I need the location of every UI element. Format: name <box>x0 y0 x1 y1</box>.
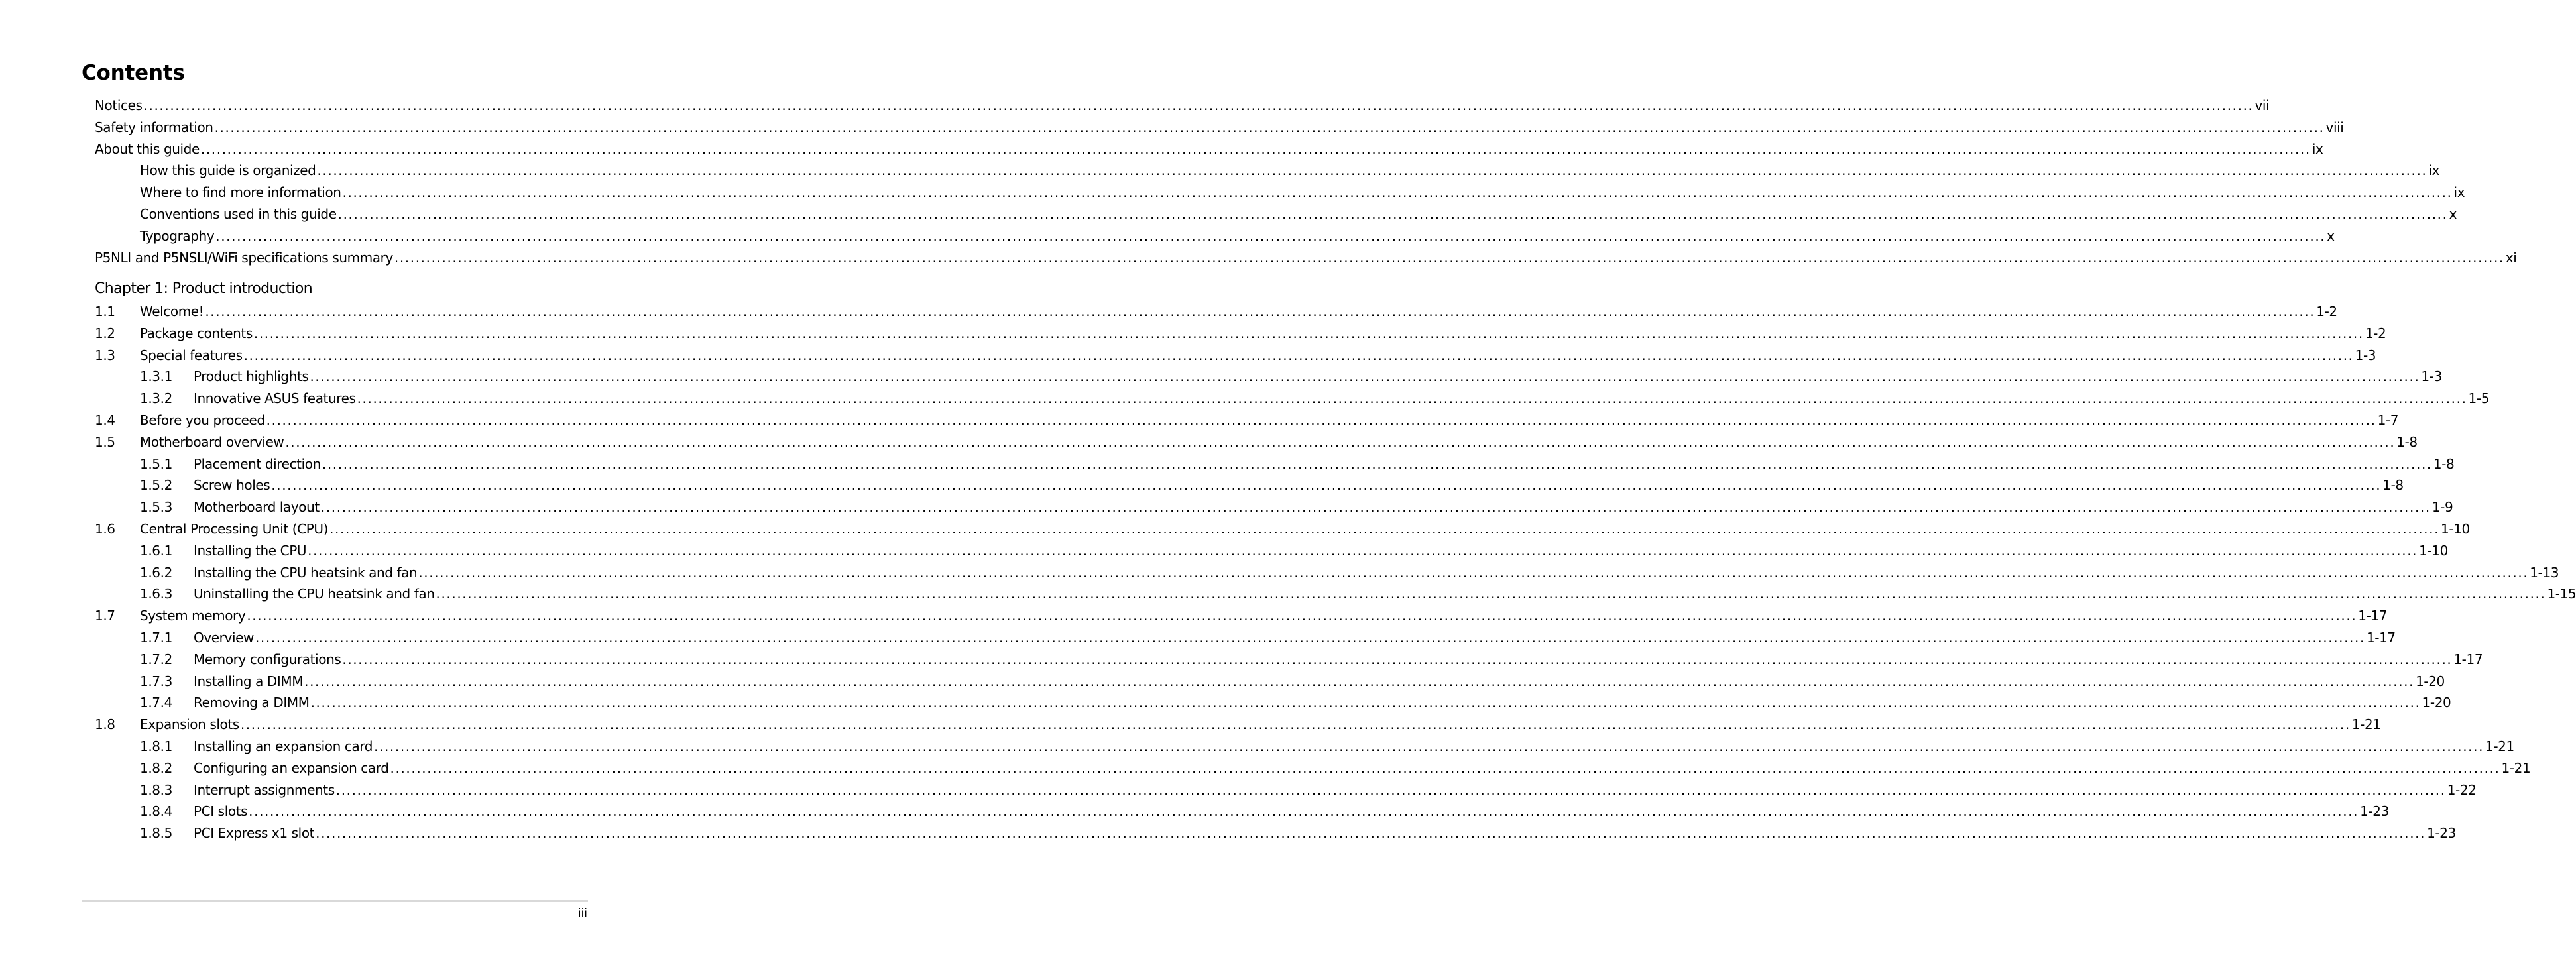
toc-leader-dots: ................................................................................................................................................................................................................................................................................................................................................................................................................ <box>255 630 2365 645</box>
toc-leader-dots: ................................................................................................................................................................................................................................................................................................................................................................................................................ <box>308 542 2418 559</box>
toc-leader-dots: ................................................................................................................................................................................................................................................................................................................................................................................................................ <box>243 347 2354 363</box>
toc-leader-dots: ................................................................................................................................................................................................................................................................................................................................................................................................................ <box>335 781 2446 798</box>
toc-entry[interactable] <box>0 671 2445 693</box>
toc-title: System memory <box>140 608 246 624</box>
toc-leader-dots: ................................................................................................................................................................................................................................................................................................................................................................................................................ <box>310 695 2421 711</box>
toc-entry[interactable] <box>0 801 2389 822</box>
toc-title: Conventions used in this guide <box>140 206 337 222</box>
toc-title: Screw holes <box>194 477 270 494</box>
toc-page-number: 1-10 <box>2419 542 2448 559</box>
toc-page-number: 1-8 <box>2433 455 2455 472</box>
toc-page-number: ix <box>2312 140 2323 157</box>
toc-page-number: 1-15 <box>2547 586 2576 602</box>
toc-section-number: 1.7.2 <box>140 651 172 667</box>
toc-page-number: 1-23 <box>2427 825 2456 842</box>
toc-entry[interactable] <box>0 822 2456 844</box>
toc-page-number: xi <box>2505 249 2517 266</box>
toc-page-number: 1-8 <box>2396 433 2418 450</box>
toc-title: About this guide <box>95 140 200 157</box>
toc-page-number: 1-22 <box>2447 781 2477 798</box>
toc-page-number: 1-17 <box>2453 651 2483 667</box>
toc-title: Interrupt assignments <box>194 781 335 798</box>
toc-page-number: 1-5 <box>2468 390 2490 407</box>
toc-title: How this guide is organized <box>140 162 316 179</box>
toc-section-number: 1.5.1 <box>140 455 172 472</box>
toc-entry[interactable] <box>0 139 2323 160</box>
toc-title: Package contents <box>140 325 253 341</box>
toc-page-number: 1-17 <box>2358 608 2388 624</box>
toc-title: Installing an expansion card <box>194 738 373 754</box>
toc-entry[interactable] <box>0 95 2270 117</box>
toc-title: Installing the CPU <box>194 542 307 559</box>
toc-title: Expansion slots <box>140 716 239 733</box>
toc-section-number: 1.8.4 <box>140 803 172 820</box>
toc-page-number: x <box>2449 206 2457 222</box>
toc-title: PCI slots <box>194 803 248 820</box>
toc-leader-dots: ................................................................................................................................................................................................................................................................................................................................................................................................................ <box>436 586 2546 602</box>
toc-leader-dots: ................................................................................................................................................................................................................................................................................................................................................................................................................ <box>214 119 2325 135</box>
toc-section-number: 1.3 <box>95 347 115 363</box>
toc-leader-dots: ................................................................................................................................................................................................................................................................................................................................................................................................................ <box>342 651 2453 667</box>
toc-section-number: 1.5.2 <box>140 477 172 494</box>
toc-entry[interactable] <box>0 182 2465 203</box>
toc-entry[interactable] <box>0 247 2517 269</box>
toc-section-number: 1.5.3 <box>140 499 172 516</box>
toc-leader-dots: ................................................................................................................................................................................................................................................................................................................................................................................................................ <box>304 673 2415 689</box>
toc-page-number: vii <box>2254 97 2270 113</box>
toc-leader-dots: ................................................................................................................................................................................................................................................................................................................................................................................................................ <box>320 499 2431 516</box>
toc-title: Notices <box>95 97 143 113</box>
toc-leader-dots: ................................................................................................................................................................................................................................................................................................................................................................................................................ <box>322 455 2432 472</box>
toc-leader-dots: ................................................................................................................................................................................................................................................................................................................................................................................................................ <box>143 97 2254 113</box>
toc-leader-dots: ................................................................................................................................................................................................................................................................................................................................................................................................................ <box>205 304 2315 319</box>
toc-leader-dots: ................................................................................................................................................................................................................................................................................................................................................................................................................ <box>247 608 2357 624</box>
toc-leader-dots: ................................................................................................................................................................................................................................................................................................................................................................................................................ <box>316 825 2426 842</box>
toc-title: Overview <box>194 630 254 645</box>
toc-page-number: 1-9 <box>2431 499 2453 516</box>
toc-page-number: 1-13 <box>2530 564 2559 581</box>
toc-entry[interactable] <box>0 323 2386 345</box>
toc-entry[interactable] <box>0 518 2470 540</box>
toc-entry[interactable] <box>0 627 2396 649</box>
toc-entry[interactable] <box>0 583 2576 605</box>
toc-page-number: ix <box>2453 184 2465 201</box>
toc-leader-dots: ................................................................................................................................................................................................................................................................................................................................................................................................................ <box>357 390 2467 407</box>
toc-page-number: 1-3 <box>2421 368 2442 385</box>
toc-page-number: x <box>2327 227 2335 244</box>
toc-section-number: 1.8.2 <box>140 759 172 776</box>
toc-entry[interactable] <box>0 431 2418 453</box>
toc-section-number: 1.6 <box>95 521 115 537</box>
toc-section-number: 1.6.3 <box>140 586 172 602</box>
toc-page-number: 1-7 <box>2377 412 2399 428</box>
toc-title: Central Processing Unit (CPU) <box>140 521 329 537</box>
toc-entry[interactable] <box>0 736 2514 757</box>
toc-entry[interactable] <box>0 453 2455 475</box>
toc-entry[interactable] <box>0 562 2559 584</box>
toc-entry[interactable] <box>0 779 2477 801</box>
toc-section-number: 1.4 <box>95 412 115 428</box>
toc-title: Innovative ASUS features <box>194 390 356 407</box>
toc-page-number: viii <box>2325 119 2344 135</box>
toc-page-number: 1-21 <box>2501 759 2531 776</box>
toc-leader-dots: ................................................................................................................................................................................................................................................................................................................................................................................................................ <box>342 184 2453 201</box>
toc-title: Where to find more information <box>140 184 341 201</box>
toc-page-number: 1-10 <box>2441 521 2470 537</box>
toc-title: Placement direction <box>194 455 321 472</box>
toc-title: Installing the CPU heatsink and fan <box>194 564 418 581</box>
toc-title: Motherboard layout <box>194 499 320 516</box>
toc-section-number: 1.6.2 <box>140 564 172 581</box>
toc-section-number: 1.8.5 <box>140 825 172 842</box>
toc-page-number: 1-20 <box>2416 673 2445 689</box>
toc-page-number: 1-21 <box>2351 716 2381 733</box>
toc-section-number: 1.2 <box>95 325 115 341</box>
toc-title: Safety information <box>95 119 213 135</box>
toc-page-number: 1-8 <box>2382 477 2404 494</box>
toc-leader-dots: ................................................................................................................................................................................................................................................................................................................................................................................................................ <box>337 206 2448 222</box>
toc-section-number: 1.8.1 <box>140 738 172 754</box>
toc-title: Removing a DIMM <box>194 695 310 711</box>
toc-title: Typography <box>140 227 215 244</box>
toc-entry[interactable] <box>0 345 2376 366</box>
toc-section-number: 1.6.1 <box>140 542 172 559</box>
page-title: Contents <box>82 61 185 85</box>
toc-entry[interactable] <box>0 475 2404 496</box>
toc-entry[interactable] <box>0 540 2448 562</box>
footer-divider <box>82 900 588 902</box>
toc-section-number: 1.7.1 <box>140 630 172 645</box>
toc-leader-dots: ................................................................................................................................................................................................................................................................................................................................................................................................................ <box>266 412 2376 428</box>
toc-title: PCI Express x1 slot <box>194 825 315 842</box>
toc-title: Motherboard overview <box>140 433 284 450</box>
toc-title: Configuring an expansion card <box>194 759 389 776</box>
toc-page-number: 1-21 <box>2485 738 2514 754</box>
toc-leader-dots: ................................................................................................................................................................................................................................................................................................................................................................................................................ <box>394 249 2504 266</box>
toc-section-number: 1.7.4 <box>140 695 172 711</box>
toc-leader-dots: ................................................................................................................................................................................................................................................................................................................................................................................................................ <box>200 140 2311 157</box>
toc-leader-dots: ................................................................................................................................................................................................................................................................................................................................................................................................................ <box>215 227 2326 244</box>
toc-entry[interactable] <box>0 692 2451 714</box>
toc-entry[interactable] <box>0 410 2399 431</box>
toc-entry[interactable] <box>0 649 2483 671</box>
toc-page-number: 1-23 <box>2360 803 2389 820</box>
toc-section-number: 1.3.1 <box>140 368 172 385</box>
toc-leader-dots: ................................................................................................................................................................................................................................................................................................................................................................................................................ <box>271 477 2382 494</box>
toc-leader-dots: ................................................................................................................................................................................................................................................................................................................................................................................................................ <box>249 803 2359 820</box>
toc-entry[interactable] <box>0 301 2337 323</box>
toc-leader-dots: ................................................................................................................................................................................................................................................................................................................................................................................................................ <box>285 433 2396 450</box>
toc-entry[interactable] <box>0 496 2453 518</box>
toc-title: Memory configurations <box>194 651 341 667</box>
toc-entry[interactable] <box>0 117 2344 139</box>
page-number: iii <box>577 907 587 920</box>
toc-page-number: 1-2 <box>2365 325 2386 341</box>
toc-title: Uninstalling the CPU heatsink and fan <box>194 586 435 602</box>
toc-title: Welcome! <box>140 304 204 319</box>
toc-section-number: 1.8.3 <box>140 781 172 798</box>
toc-title: Before you proceed <box>140 412 265 428</box>
toc-leader-dots: ................................................................................................................................................................................................................................................................................................................................................................................................................ <box>418 564 2529 581</box>
toc-title: Product highlights <box>194 368 309 385</box>
toc-entry[interactable] <box>0 160 2440 182</box>
toc-title: Installing a DIMM <box>194 673 304 689</box>
toc-leader-dots: ................................................................................................................................................................................................................................................................................................................................................................................................................ <box>317 162 2428 179</box>
toc-title: P5NLI and P5NSLI/WiFi specifications summary <box>95 249 393 266</box>
toc-entry[interactable] <box>0 757 2531 779</box>
chapter-heading: Chapter 1: Product introduction <box>95 280 313 297</box>
toc-section-number: 1.5 <box>95 433 115 450</box>
toc-section-number: 1.8 <box>95 716 115 733</box>
toc-section-number: 1.7.3 <box>140 673 172 689</box>
toc-title: Special features <box>140 347 243 363</box>
toc-section-number: 1.7 <box>95 608 115 624</box>
toc-page-number: 1-17 <box>2366 630 2396 645</box>
toc-entry[interactable] <box>0 605 2388 627</box>
toc-leader-dots: ................................................................................................................................................................................................................................................................................................................................................................................................................ <box>329 521 2440 537</box>
toc-leader-dots: ................................................................................................................................................................................................................................................................................................................................................................................................................ <box>253 325 2364 341</box>
toc-section-number: 1.3.2 <box>140 390 172 407</box>
toc-page-number: 1-3 <box>2355 347 2376 363</box>
toc-page-number: ix <box>2428 162 2440 179</box>
toc-entry[interactable] <box>0 388 2490 410</box>
toc-entry[interactable] <box>0 225 2335 247</box>
toc-page-number: 1-20 <box>2422 695 2451 711</box>
toc-leader-dots: ................................................................................................................................................................................................................................................................................................................................................................................................................ <box>310 368 2420 385</box>
toc-leader-dots: ................................................................................................................................................................................................................................................................................................................................................................................................................ <box>374 738 2485 754</box>
toc-leader-dots: ................................................................................................................................................................................................................................................................................................................................................................................................................ <box>390 759 2500 776</box>
toc-leader-dots: ................................................................................................................................................................................................................................................................................................................................................................................................................ <box>240 716 2351 733</box>
toc-section-number: 1.1 <box>95 304 115 319</box>
toc-entry[interactable] <box>0 203 2457 225</box>
toc-entry[interactable] <box>0 714 2381 736</box>
toc-page-number: 1-2 <box>2316 304 2337 319</box>
toc-entry[interactable] <box>0 366 2442 388</box>
